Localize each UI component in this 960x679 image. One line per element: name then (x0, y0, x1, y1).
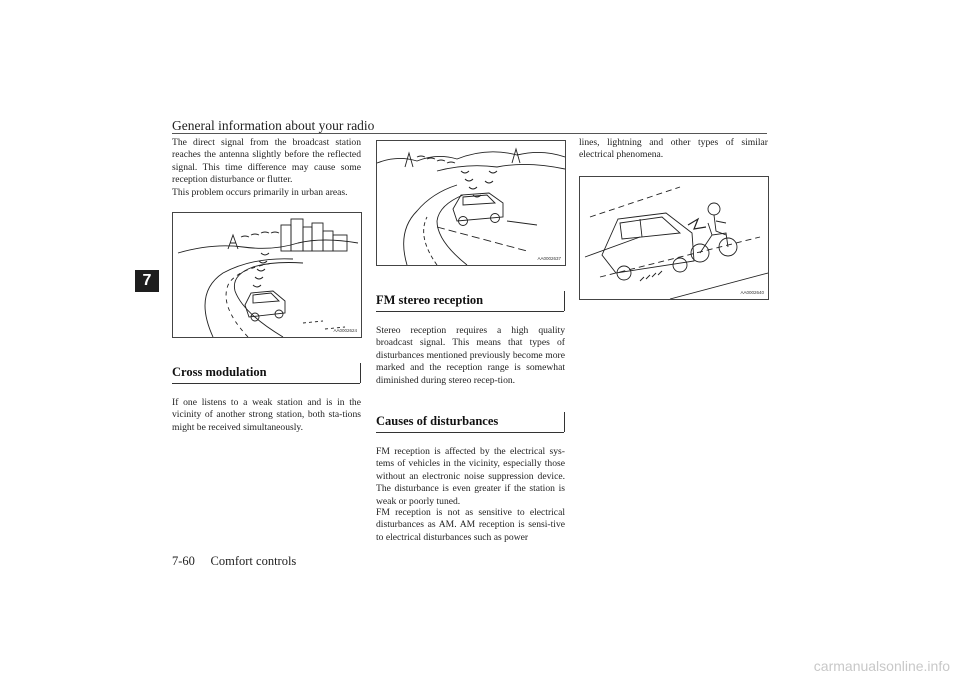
figure-mountain-road (376, 140, 566, 266)
figure-code: AA0002637 (537, 256, 561, 261)
col2-paragraph-3: FM reception is not as sensitive to electrical disturbances as AM. AM reception is sensi-tive to electrical disturbances such as power (376, 507, 565, 543)
watermark: carmanualsonline.info (813, 658, 950, 674)
col3-paragraph-1: lines, lightning and other types of similar electrical phenomena. (579, 137, 768, 161)
heading-cross-modulation: Cross modulation (172, 365, 360, 384)
section-name: Comfort controls (210, 554, 297, 568)
heading-fm-stereo-reception: FM stereo reception (376, 293, 564, 312)
col2-paragraph-1: Stereo reception requires a high quality broadcast signal. This means that types of disturbances mentioned previously become more marked and the reception range is somewhat diminished during stereo recep-tion. (376, 325, 565, 386)
mountain-road-illustration (377, 141, 565, 265)
col1-paragraph-1: The direct signal from the broadcast station reaches the antenna slightly before the reflected signal. This time difference may cause some reception disturbance or flutter. (172, 137, 361, 186)
heading-bar (359, 363, 361, 383)
page-header-title: General information about your radio (172, 118, 375, 133)
col1-paragraph-3: If one listens to a weak station and is in the vicinity of another strong station, both sta-tions might be received simultaneously. (172, 397, 361, 433)
heading-bar (563, 291, 565, 311)
page-footer (172, 554, 296, 569)
header-rule (172, 133, 767, 134)
urban-reflection-illustration (173, 213, 361, 337)
heading-bar (563, 412, 565, 432)
motorcycle-interference-illustration (580, 177, 768, 299)
figure-code: AA0002624 (333, 328, 357, 333)
figure-urban-reflection (172, 212, 362, 338)
figure-motorcycle-interference (579, 176, 769, 300)
page-number: 7-60 (172, 554, 195, 568)
heading-causes-of-disturbances: Causes of disturbances (376, 414, 564, 433)
col2-paragraph-2: FM reception is affected by the electrical sys-tems of vehicles in the vicinity, especially those without an electronic noise suppression device. The disturbance is even greater if the station is weak or poorly tuned. (376, 446, 565, 507)
col1-paragraph-2: This problem occurs primarily in urban areas. (172, 187, 348, 198)
chapter-tab: 7 (135, 270, 159, 292)
figure-code: AA0002640 (740, 290, 764, 295)
